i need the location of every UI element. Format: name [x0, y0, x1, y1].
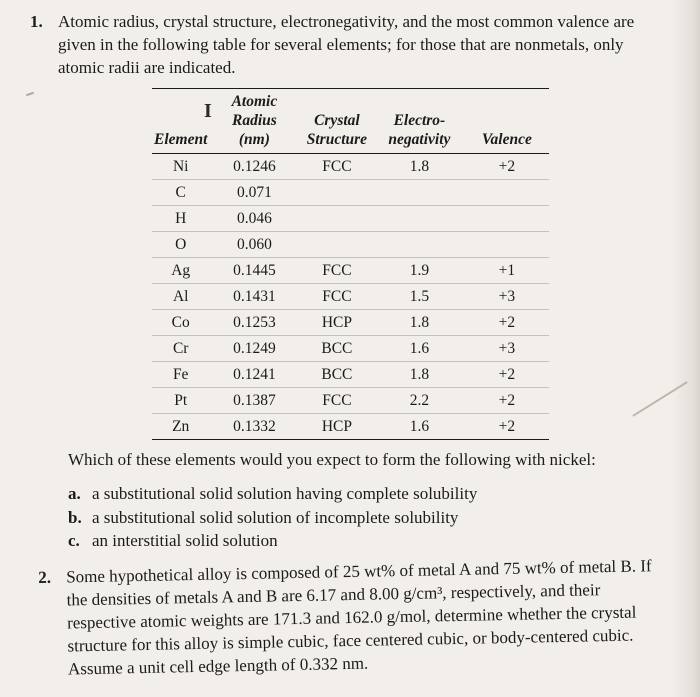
- cell-structure: [299, 180, 374, 206]
- header-valence: Valence: [464, 89, 549, 154]
- cell-valence: +2: [464, 310, 549, 336]
- problem-1-question: Which of these elements would you expect to form the following with nickel:: [68, 450, 596, 469]
- option-a: [68, 482, 628, 506]
- table-row: [152, 414, 549, 440]
- cell-electronegativity: [374, 206, 464, 232]
- cell-electronegativity: 1.8: [374, 154, 464, 180]
- table-row: [152, 336, 549, 362]
- elements-table: [152, 88, 549, 440]
- cell-element: Fe: [152, 362, 209, 388]
- problem-2-text: Some hypothetical alloy is composed of 25 wt% of metal A and 75 wt% of metal B. If the densities of metals A and B are 6.17 and 8.00 g/cm³, respectively, and their respective atomic weights are 171.3 and 162.0 g/mol, determine whether the crystal structure for this alloy is simple cubic, face centered cubic, or body-centered cubic. Assume a unit cell edge length of 0.332 nm.: [66, 556, 652, 679]
- cell-structure: BCC: [299, 336, 374, 362]
- cell-valence: +2: [464, 388, 549, 414]
- table-row: [152, 362, 549, 388]
- cell-radius: 0.1445: [209, 258, 299, 284]
- cell-structure: FCC: [299, 258, 374, 284]
- cell-electronegativity: 1.5: [374, 284, 464, 310]
- cell-structure: BCC: [299, 362, 374, 388]
- cell-electronegativity: 1.9: [374, 258, 464, 284]
- cell-element: Al: [152, 284, 209, 310]
- cell-valence: +1: [464, 258, 549, 284]
- cell-electronegativity: [374, 180, 464, 206]
- table-row: [152, 388, 549, 414]
- cell-valence: [464, 180, 549, 206]
- cell-electronegativity: 2.2: [374, 388, 464, 414]
- cell-radius: 0.071: [209, 180, 299, 206]
- problem-1-text: Atomic radius, crystal structure, electronegativity, and the most common valence are given in the following table for several elements; for those that are nonmetals, only atomic radii are indicated.: [58, 12, 635, 77]
- cell-element: C: [152, 180, 209, 206]
- cell-electronegativity: [374, 232, 464, 258]
- elements-table-grid: [152, 88, 549, 440]
- cell-valence: +3: [464, 284, 549, 310]
- option-b-label: b.: [68, 507, 82, 527]
- cell-structure: FCC: [299, 284, 374, 310]
- cell-element: Ni: [152, 154, 209, 180]
- problem-2-number: 2.: [38, 567, 52, 587]
- table-row: [152, 232, 549, 258]
- problem-1-number: 1.: [30, 12, 43, 31]
- problem-1-options: [68, 482, 628, 553]
- margin-dash-mark: [26, 92, 34, 97]
- cell-structure: HCP: [321, 418, 352, 435]
- cell-electronegativity: 1.8: [374, 310, 464, 336]
- header-electronegativity: Electro- negativity: [374, 89, 464, 154]
- cell-structure: HCP: [299, 310, 374, 336]
- cell-element: Cr: [152, 336, 209, 362]
- cell-electronegativity: 1.6: [374, 336, 464, 362]
- option-a-label: a.: [68, 484, 81, 503]
- cell-valence: +3: [464, 336, 549, 362]
- problem-1: [30, 10, 672, 79]
- cell-element: Zn: [172, 418, 190, 435]
- cell-radius: 0.1431: [209, 284, 299, 310]
- cell-structure: [299, 232, 374, 258]
- cell-radius: 0.1387: [209, 388, 299, 414]
- option-c: [68, 529, 628, 553]
- cell-valence: +2: [464, 154, 549, 180]
- cell-electronegativity: 1.6: [409, 418, 430, 435]
- option-c-label: c.: [68, 531, 80, 550]
- cell-element: O: [152, 232, 209, 258]
- cell-radius: 0.1246: [209, 154, 299, 180]
- cell-element: Co: [152, 310, 209, 336]
- option-b: [68, 506, 628, 530]
- cell-radius: 0.046: [209, 206, 299, 232]
- table-row: [152, 258, 549, 284]
- cell-element: Ag: [152, 258, 209, 284]
- table-header-row: [152, 89, 549, 154]
- table-row: [152, 284, 549, 310]
- cell-radius: 0.1241: [209, 362, 299, 388]
- cell-valence: [464, 206, 549, 232]
- header-crystal-structure: Crystal Structure: [299, 89, 374, 154]
- cell-valence: +2: [464, 362, 549, 388]
- cell-valence: [464, 232, 549, 258]
- cell-structure: FCC: [299, 154, 374, 180]
- cell-radius: 0.060: [209, 232, 299, 258]
- table-row: [152, 310, 549, 336]
- cell-radius: 0.1253: [209, 310, 299, 336]
- elements-table-body: [152, 154, 549, 440]
- cell-element: Pt: [152, 388, 209, 414]
- option-a-text: a substitutional solid solution having complete solubility: [92, 484, 478, 503]
- table-row: [152, 154, 549, 180]
- header-atomic-radius: Atomic Radius (nm): [209, 89, 299, 154]
- cell-electronegativity: 1.8: [374, 362, 464, 388]
- cell-valence: +2: [498, 418, 516, 435]
- header-element: Element: [152, 89, 209, 154]
- cell-element: H: [152, 206, 209, 232]
- cell-radius: 0.1249: [209, 336, 299, 362]
- pencil-mark: [632, 381, 687, 417]
- cell-structure: FCC: [299, 388, 374, 414]
- problem-2: [38, 554, 674, 681]
- table-row: [152, 180, 549, 206]
- i-beam-cursor-mark: I: [204, 100, 212, 122]
- table-row: [152, 206, 549, 232]
- option-c-text: an interstitial solid solution: [92, 531, 278, 550]
- option-b-text: a substitutional solid solution of incomplete solubility: [92, 507, 459, 527]
- cell-radius: 0.1332: [233, 418, 276, 435]
- cell-structure: [299, 206, 374, 232]
